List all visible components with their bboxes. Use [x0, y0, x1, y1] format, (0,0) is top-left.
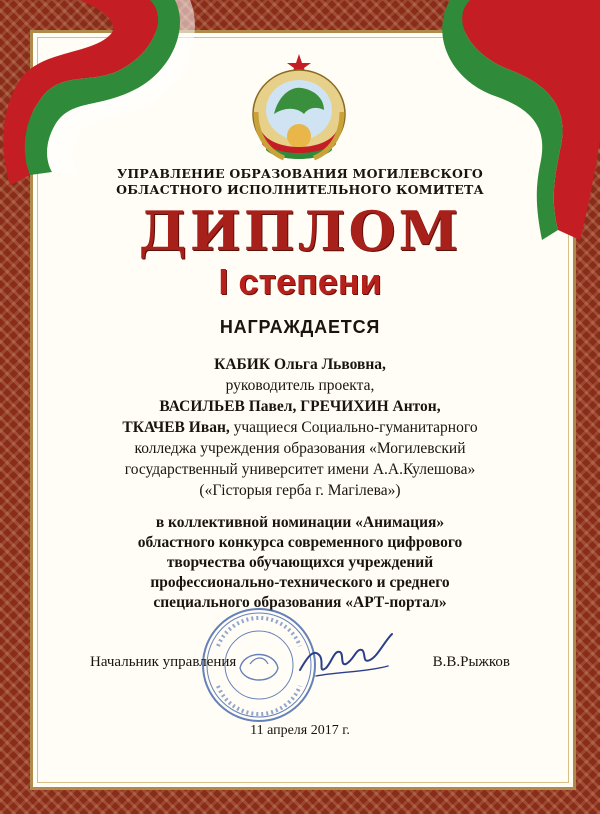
students-description-line-1: учащиеся Социально-гуманитарного: [229, 419, 478, 436]
issue-date: 11 апреля 2017 г.: [250, 723, 350, 738]
nomination-line-2: областного конкурса современного цифрового: [137, 534, 463, 551]
issuing-organization: [60, 166, 540, 198]
signature-row: [90, 654, 510, 676]
nomination-line-5: специального образования «АРТ-портал»: [153, 594, 447, 611]
belarus-state-emblem-icon: [244, 52, 354, 164]
awarded-label: НАГРАЖДАЕТСЯ: [219, 317, 381, 337]
nomination-line-1: в коллективной номинации «Анимация»: [155, 514, 445, 531]
nomination-line-4: профессионально-технического и среднего: [150, 574, 450, 591]
leader-role: руководитель проекта,: [225, 377, 375, 394]
leader-name: КАБИК Ольга Львовна,: [214, 356, 386, 373]
recipients-block: [60, 354, 540, 501]
nomination-line-3: творчества обучающихся учреждений: [166, 554, 434, 571]
student-name-3: ТКАЧЕВ Иван,: [122, 419, 230, 436]
students-description-line-3: государственный университет имени А.А.Кулешова»: [124, 461, 476, 478]
signatory-position: Начальник управления: [90, 654, 237, 670]
diploma-body: [60, 166, 540, 613]
student-names-line-1: ВАСИЛЬЕВ Павел, ГРЕЧИХИН Антон,: [159, 398, 441, 415]
organization-line-1: УПРАВЛЕНИЕ ОБРАЗОВАНИЯ МОГИЛЕВСКОГО: [116, 166, 483, 181]
diploma-degree: I степени: [218, 261, 382, 302]
nomination-block: [60, 513, 540, 613]
project-title: («Гісторыя герба г. Магілева»): [199, 482, 401, 499]
diploma-title: ДИПЛОМ: [138, 199, 462, 263]
organization-line-2: ОБЛАСТНОГО ИСПОЛНИТЕЛЬНОГО КОМИТЕТА: [116, 182, 484, 197]
students-description-line-2: колледжа учреждения образования «Могилевский: [134, 440, 466, 457]
signatory-name: В.В.Рыжков: [432, 654, 510, 670]
